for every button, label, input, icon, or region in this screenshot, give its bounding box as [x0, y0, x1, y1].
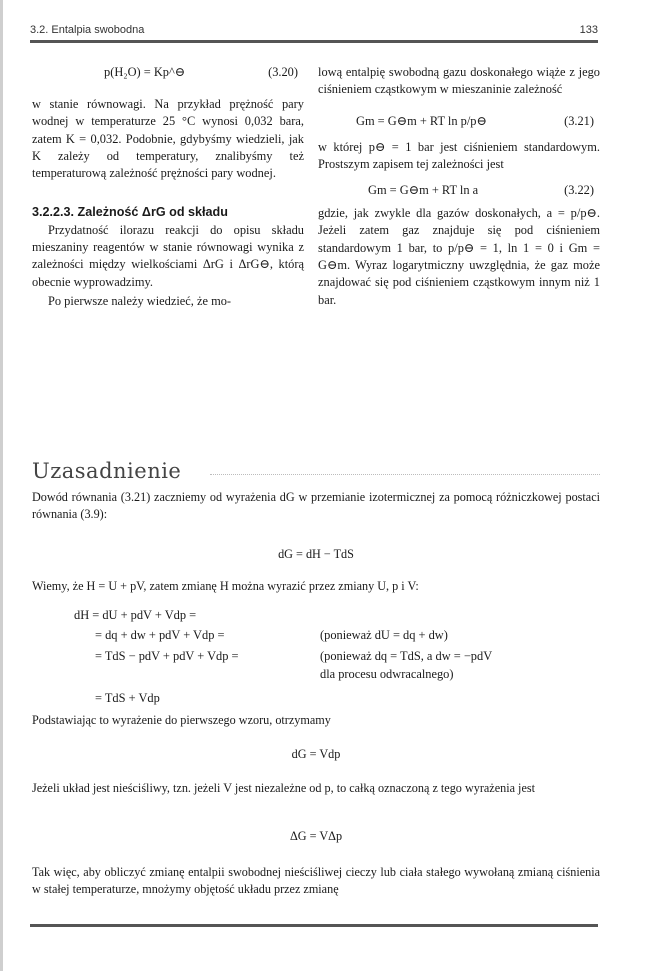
- running-header: [30, 24, 598, 36]
- equation-dG-Vdp: dG = Vdp: [291, 747, 341, 761]
- paragraph: gdzie, jak zwykle dla gazów doskonałych, a = p/p⊖. Jeżeli zatem gaz znajduje się pod ciśnieniem standardowym 1 bar, to p/p⊖ = 1, ln 1 = 0 i Gm = G⊖m. Wyraz logarytmiczny uwzględnia, że gaz może znajdować się pod ciśnieniem cząstkowym innym niż 1 bar.: [318, 206, 600, 307]
- paragraph: Jeżeli układ jest nieściśliwy, tzn. jeżeli V jest niezależne od p, to całką oznaczoną z tego wyrażenia jest: [32, 781, 535, 795]
- paragraph: w której p⊖ = 1 bar jest ciśnieniem standardowym. Prostszym zapisem tej zależności jest: [318, 139, 600, 171]
- footer-rule: [30, 924, 598, 927]
- section-rule: [210, 474, 600, 475]
- equation-3-22: [318, 179, 600, 205]
- equation-3-20: [32, 64, 304, 86]
- equation-number: (3.20): [268, 65, 298, 79]
- section-title: Uzasadnienie: [32, 459, 182, 483]
- derivation-lhs: = dq + dw + pdV + Vdp =: [95, 628, 225, 642]
- derivation-comment: dla procesu odwracalnego): [320, 667, 454, 681]
- derivation-comment: (ponieważ dq = TdS, a dw = −pdV: [320, 649, 493, 663]
- paragraph: w stanie równowagi. Na przykład prężność pary wodnej w temperaturze 25 °C wynosi 0,032 bara, zatem K = 0,032. Podobnie, gdybyśmy wiedzieli, jak K zależy od temperatury, znalibyśmy też temperaturową zależność prężności pary wodnej.: [32, 97, 304, 181]
- equation-number: (3.22): [564, 183, 594, 198]
- equation-number: (3.21): [564, 113, 594, 128]
- equation-math: Gm = G⊖m + RT ln p/p⊖: [356, 113, 487, 128]
- page-edge: [0, 0, 3, 971]
- equation-dG: dG = dH − TdS: [278, 547, 354, 561]
- paragraph: Wiemy, że H = U + pV, zatem zmianę H można wyrazić przez zmiany U, p i V:: [32, 579, 419, 593]
- paragraph: lową entalpię swobodną gazu doskonałego wiąże z jego ciśnieniem cząstkowym w mieszaninie zależność: [318, 65, 600, 97]
- subsection-heading: 3.2.2.3. Zależność ΔrG od składu: [32, 205, 228, 220]
- header-rule: [30, 40, 598, 43]
- right-column: [318, 64, 600, 309]
- paragraph: Podstawiając to wyrażenie do pierwszego wzoru, otrzymamy: [32, 713, 331, 727]
- derivation-lhs: = TdS − pdV + pdV + Vdp =: [95, 649, 239, 663]
- equation-3-21: [318, 107, 600, 139]
- page-number: 133: [579, 24, 598, 36]
- equation-math: p(H₂O) = Kp^⊖: [104, 65, 186, 79]
- paragraph: Dowód równania (3.21) zaczniemy od wyrażenia dG w przemianie izotermicznej za pomocą różniczkowej postaci równania (3.9):: [32, 490, 600, 521]
- paragraph: Po pierwsze należy wiedzieć, że mo-: [48, 293, 232, 308]
- derivation-comment: (ponieważ dU = dq + dw): [320, 628, 448, 642]
- left-column: [32, 64, 304, 310]
- paragraph: Tak więc, aby obliczyć zmianę entalpii swobodnej nieściśliwej cieczy lub ciała stałego wywołaną zmianą ciśnienia w stałej temperaturze, mnożymy objętość układu przez zmianę: [32, 865, 600, 896]
- equation-math: Gm = G⊖m + RT ln a: [368, 183, 479, 198]
- header-section: 3.2. Entalpia swobodna: [30, 24, 145, 36]
- equation-delta-G: ΔG = VΔp: [289, 829, 343, 843]
- derivation-lhs: = TdS + Vdp: [95, 691, 160, 705]
- paragraph: Przydatność ilorazu reakcji do opisu składu mieszaniny reagentów w stanie równowagi wynika z zależności między wielkościami ΔrG i ΔrG⊖, którą obecnie wyprowadzimy.: [32, 222, 304, 289]
- derivation-lhs: dH = dU + pdV + Vdp =: [74, 608, 197, 622]
